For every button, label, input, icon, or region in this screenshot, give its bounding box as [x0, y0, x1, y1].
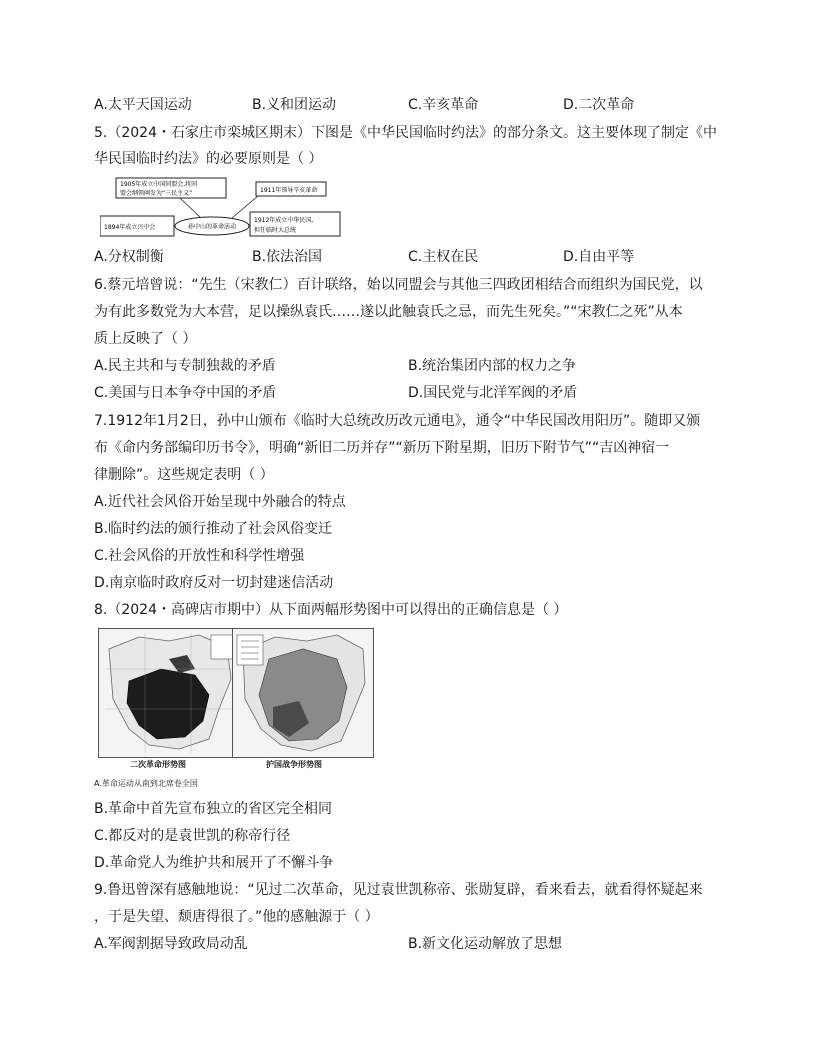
- diagram-box-1905-line1: 1905年成立中国同盟会,将同: [120, 181, 198, 188]
- q7-stem-line2: 布《命内务部编印历书令》，明确“新旧二历并存”“新历下附星期，旧历下附节气”“吉凶神宿一: [94, 440, 670, 456]
- q8-map1-caption: 二次革命形势图: [130, 760, 186, 769]
- q6-option-c: C.美国与日本争夺中国的矛盾: [94, 385, 277, 401]
- q8-option-b: B.革命中首先宣布独立的省区完全相同: [94, 801, 333, 817]
- q6-option-a: A.民主共和与专制独裁的矛盾: [94, 358, 276, 374]
- q6-stem-line1: 6.蔡元培曾说：“先生（宋教仁）百计联络，始以同盟会与其他三四政团相结合而组织为国民党，以: [94, 277, 703, 293]
- q4-option-b: B.义和团运动: [252, 97, 337, 113]
- q8-option-c: C.都反对的是袁世凯的称帝行径: [94, 828, 291, 844]
- q5-stem-line2: 华民国临时约法》的必要原则是（ ）: [94, 151, 323, 167]
- q9-option-a: A.军阀割据导致政局动乱: [94, 936, 248, 952]
- q9-stem-line1: 9.鲁迅曾深有感触地说：“见过二次革命，见过袁世凯称帝、张勋复辟，看来看去，就看得怀疑起来: [94, 882, 703, 898]
- q4-option-d: D.二次革命: [563, 97, 635, 113]
- q5-option-c: C.主权在民: [408, 249, 479, 265]
- diagram-box-1912-line2: 担任临时大总统: [254, 227, 297, 234]
- q8-map-national-protection-war: [232, 628, 374, 758]
- q8-option-a: A.革命运动从南到北席卷全国: [94, 779, 198, 788]
- diagram-box-1912-line1: 1912年成立中华民国,: [254, 217, 314, 224]
- q5-option-d: D.自由平等: [563, 249, 635, 265]
- diagram-center-text: 孙中山的革命活动: [187, 223, 237, 231]
- q9-option-b: B.新文化运动解放了思想: [408, 936, 563, 952]
- q7-stem-line1: 7.1912年1月2日，孙中山颁布《临时大总统改历改元通电》，通令“中华民国改用阳历”。随即又颁: [94, 413, 701, 429]
- q8-map-second-revolution: [98, 628, 240, 758]
- q6-option-b: B.统治集团内部的权力之争: [408, 358, 577, 374]
- q5-stem-line1: 5.（2024・石家庄市栾城区期末）下图是《中华民国临时约法》的部分条文。这主要体现了制定《中: [94, 125, 717, 141]
- map-national-protection-war-graphic: [233, 629, 373, 757]
- q5-option-b: B.依法治国: [252, 249, 323, 265]
- q7-option-a: A.近代社会风俗开始呈现中外融合的特点: [94, 494, 346, 510]
- q8-map2-caption: 护国战争形势图: [266, 760, 322, 769]
- q4-option-c: C.辛亥革命: [408, 97, 479, 113]
- diagram-box-1911-text: 1911年领导辛亥革命: [260, 187, 318, 194]
- q7-option-d: D.南京临时政府反对一切封建迷信活动: [94, 575, 334, 591]
- q6-stem-line2: 为有此多数党为大本营，足以操纵袁氏……遂以此触袁氏之忌，而先生死矣。”“宋教仁之死”从本: [94, 304, 683, 320]
- map-second-revolution-graphic: [99, 629, 239, 757]
- q8-stem-line1: 8.（2024・高碑店市期中）从下面两幅形势图中可以得出的正确信息是（ ）: [94, 602, 568, 618]
- q5-diagram: [100, 176, 342, 240]
- q8-option-d: D.革命党人为维护共和展开了不懈斗争: [94, 855, 334, 871]
- q5-option-a: A.分权制衡: [94, 249, 164, 265]
- q9-stem-line2: ，于是失望、颓唐得很了。”他的感触源于（ ）: [94, 909, 379, 925]
- q6-stem-line3: 质上反映了（ ）: [94, 331, 197, 347]
- q6-option-d: D.国民党与北洋军阀的矛盾: [408, 385, 578, 401]
- q7-option-c: C.社会风俗的开放性和科学性增强: [94, 548, 305, 564]
- q4-option-a: A.太平天国运动: [94, 97, 192, 113]
- diagram-box-1905-line2: 盟会纲领阐发为“三民主义”: [120, 190, 193, 197]
- diagram-box-1894-text: 1894年成立兴中会: [104, 224, 156, 231]
- q7-option-b: B.临时约法的颁行推动了社会风俗变迁: [94, 521, 333, 537]
- q7-stem-line3: 律删除”。这些规定表明（ ）: [94, 467, 274, 483]
